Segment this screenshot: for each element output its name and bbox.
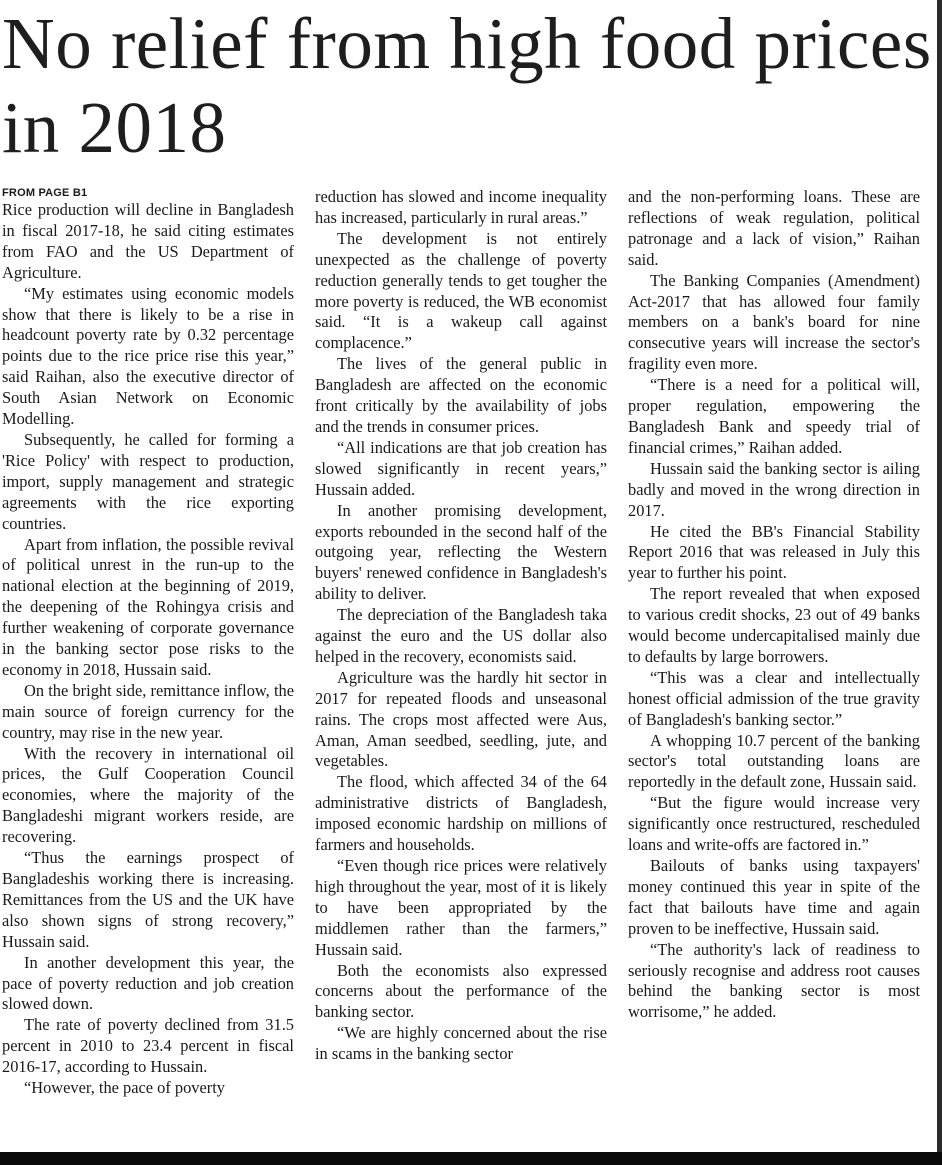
paragraph: “Even though rice prices were relatively high throughout the year, most of it is likely to have been appropriated by the middlemen rather than the farmers,” Hussain said. [315,856,607,959]
paragraph: A whopping 10.7 percent of the banking sector's total outstanding loans are reportedly in the default zone, Hussain said. [628,730,920,792]
paragraph: The flood, which affected 34 of the 64 administrative districts of Bangladesh, imposed economic hardship on millions of farmers and households. [315,772,607,855]
paragraph: “This was a clear and intellectually honest official admission of the true gravity of Bangladesh's banking sector.” [628,667,920,729]
paragraph: The lives of the general public in Bangladesh are affected on the economic front critically by the availability of jobs and the trends in consumer prices. [315,354,607,436]
paragraph: On the bright side, remittance inflow, the main source of foreign currency for the country, may rise in the new year. [2,680,294,742]
paragraph: He cited the BB's Financial Stability Report 2016 that was released in July this year to further his point. [628,521,920,583]
paragraph: Agriculture was the hardly hit sector in 2017 for repeated floods and unseasonal rains. The crops most affected were Aus, Aman, Aman seedbed, seedling, jute, and vegetables. [315,667,607,771]
paragraph: The report revealed that when exposed to various credit shocks, 23 out of 49 banks would become undercapitalised mainly due to defaults by large borrowers. [628,584,920,666]
paragraph: Both the economists also expressed concerns about the performance of the banking sector. [315,960,607,1022]
article-column-3 [628,187,920,1023]
bottom-border [0,1152,942,1165]
paragraph: and the non-performing loans. These are reflections of weak regulation, political patronage and a lack of vision,” Raihan said. [628,187,920,269]
paragraph: “All indications are that job creation has slowed significantly in recent years,” Hussain added. [315,437,607,499]
paragraph: “My estimates using economic models show that there is likely to be a rise in headcount poverty rate by 0.32 percentage points due to the rice price rise this year,” said Raihan, also the executive director of South Asian Network on Economic Modelling. [2,283,294,429]
paragraph: reduction has slowed and income inequality has increased, particularly in rural areas.” [315,187,607,227]
continuation-kicker: FROM PAGE B1 [2,187,88,199]
paragraph: In another development this year, the pace of poverty reduction and job creation slowed down. [2,952,294,1014]
paragraph: “There is a need for a political will, proper regulation, empowering the Bangladesh Bank and speedy trial of financial crimes,” Raihan added. [628,375,920,457]
article-column-2 [315,187,607,1065]
paragraph: With the recovery in international oil prices, the Gulf Cooperation Council economies, where the majority of the Bangladeshi migrant workers reside, are recovering. [2,743,294,847]
paragraph: The rate of poverty declined from 31.5 percent in 2010 to 23.4 percent in fiscal 2016-17, according to Hussain. [2,1015,294,1077]
paragraph: “But the figure would increase very significantly once restructured, rescheduled loans and write-offs are factored in.” [628,793,920,855]
paragraph: Bailouts of banks using taxpayers' money continued this year in spite of the fact that bailouts have time and again proven to be ineffective, Hussain said. [628,856,920,938]
paragraph: “The authority's lack of readiness to seriously recognise and address root causes behind the banking sector is most worrisome,” he added. [628,939,920,1022]
paragraph: Subsequently, he called for forming a 'Rice Policy' with respect to production, import, supply management and strategic agreements with the rice exporting countries. [2,429,294,533]
paragraph: The Banking Companies (Amendment) Act-2017 that has allowed four family members on a bank's board for nine consecutive years will increase the sector's fragility even more. [628,270,920,374]
paragraph: Rice production will decline in Bangladesh in fiscal 2017-18, he said citing estimates from FAO and the US Department of Agriculture. [2,200,294,282]
paragraph: The depreciation of the Bangladesh taka against the euro and the US dollar also helped in the recovery, economists said. [315,605,607,666]
paragraph: In another promising development, exports rebounded in the second half of the outgoing year, reflecting the Western buyers' renewed confidence in Bangladesh's ability to deliver. [315,500,607,604]
paragraph: The development is not entirely unexpected as the challenge of poverty reduction generally tends to get tougher the more poverty is reduced, the WB economist said. “It is a wakeup call against complacence.” [315,228,607,353]
headline: No relief from high food prices in 2018 [2,3,932,168]
paragraph: “However, the pace of poverty [24,1078,225,1098]
paragraph: Apart from inflation, the possible revival of political unrest in the run-up to the national election at the beginning of 2019, the deepening of the Rohingya crisis and further weakening of corporate governance in the banking sector pose risks to the economy in 2018, Hussain said. [2,534,294,679]
paragraph: “We are highly concerned about the rise in scams in the banking sector [315,1023,607,1064]
page-edge-rule [937,0,942,1152]
article-column-1 [2,186,294,1099]
paragraph: “Thus the earnings prospect of Bangladeshis working there is increasing. Remittances from the US and the UK have also shown signs of strong recovery,” Hussain said. [2,848,294,951]
paragraph: Hussain said the banking sector is ailing badly and moved in the wrong direction in 2017. [628,458,920,520]
